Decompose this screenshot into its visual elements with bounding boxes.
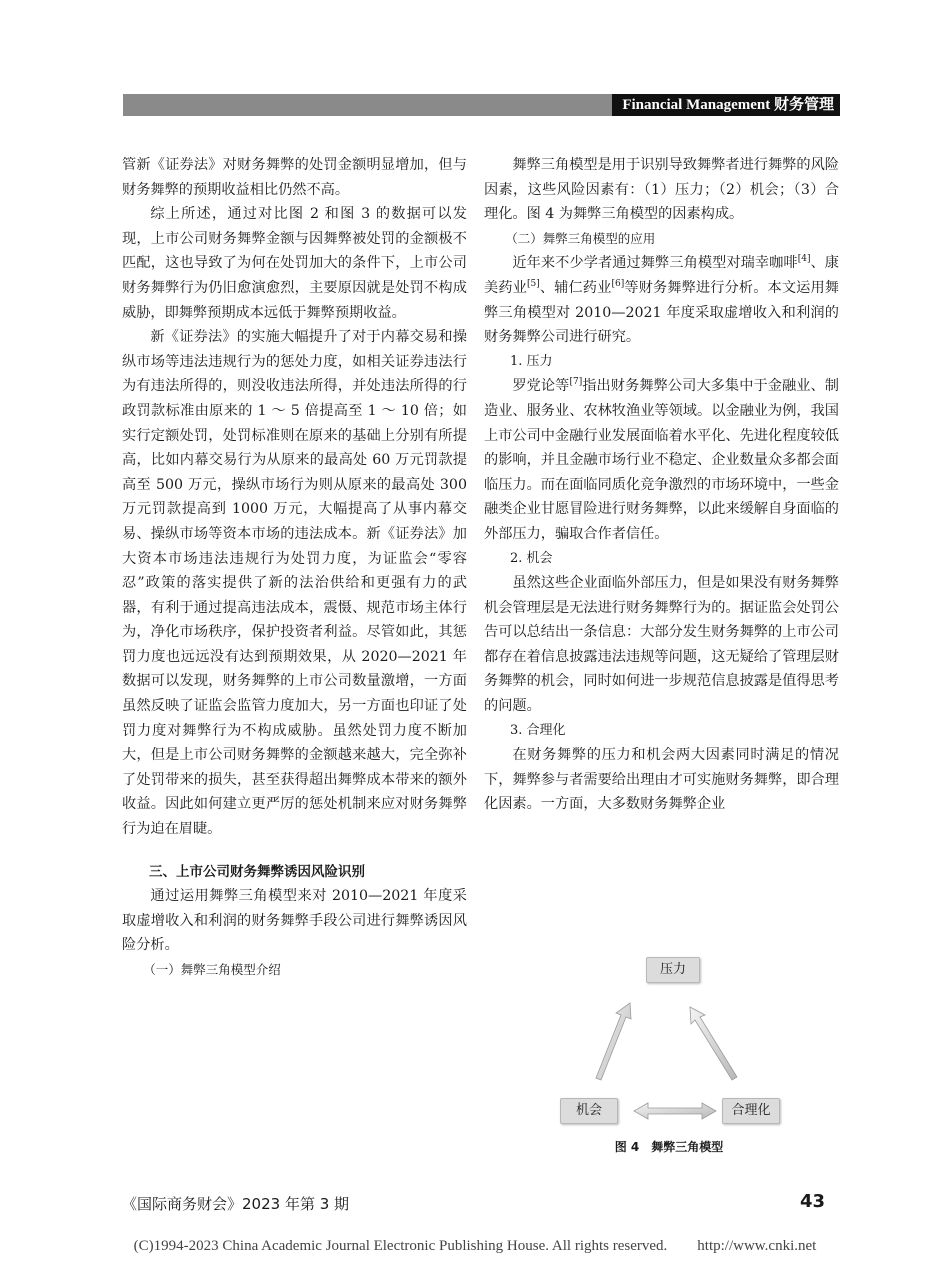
text-run: 近年来不少学者通过舞弊三角模型对瑞幸咖啡 (512, 255, 798, 272)
right-paragraph-1: 舞弊三角模型是用于识别导致舞弊者进行舞弊的风险因素，这些风险因素有：（1）压力；（2）机会；（3）合理化。图 4 为舞弊三角模型的因素构成。 (484, 157, 839, 223)
header-section-label: Financial Management 财务管理 (612, 94, 840, 116)
left-paragraph-2: 综上所述，通过对比图 2 和图 3 的数据可以发现，上市公司财务舞弊金额与因舞弊被处罚的金额极不匹配，这也导致了为何在处罚加大的条件下，上市公司财务舞弊行为仍旧愈演愈烈，主要原因就是处罚不构成威胁，即舞弊预期成本远低于舞弊预期收益。 (122, 206, 467, 321)
right-paragraph-4: 虽然这些企业面临外部压力，但是如果没有财务舞弊机会管理层是无法进行财务舞弊行为的。据证监会处罚公告可以总结出一条信息：大部分发生财务舞弊的上市公司都存在着信息披露违法违规等问题，这无疑给了管理层财务舞弊的机会，同时如何进一步规范信息披露是值得思考的问题。 (484, 575, 839, 715)
item-2-heading: 2. 机会 (510, 550, 553, 566)
subsection-2-heading: （二）舞弊三角模型的应用 (505, 230, 656, 246)
right-paragraph-5: 在财务舞弊的压力和机会两大因素同时满足的情况下，舞弊参与者需要给出理由才可实施财务舞弊，即合理化因素。一方面，大多数财务舞弊企业 (484, 747, 839, 813)
node-pressure: 压力 (646, 957, 700, 983)
citation-5: [5] (526, 278, 540, 289)
right-paragraph-2 (484, 251, 839, 349)
right-column (484, 153, 839, 817)
arrow-opportunity-rationalization (634, 1103, 716, 1119)
page-number: 43 (800, 1191, 826, 1212)
text-run: 、康美药业 (484, 255, 839, 296)
text-run: 等财务舞弊进行分析。本文运用舞弊三角模型对 2010—2021 年度采取虚增收入和利润的财务舞弊公司进行研究。 (484, 279, 839, 346)
left-column (122, 153, 467, 983)
copyright-notice: (C)1994-2023 China Academic Journal Electronic Publishing House. All rights reserved. http://www.cnki.net (133, 1238, 817, 1254)
figure-4-caption: 图 4 舞弊三角模型 (614, 1140, 724, 1154)
item-1-heading: 1. 压力 (510, 353, 553, 369)
left-paragraph-1: 管新《证券法》对财务舞弊的处罚金额明显增加，但与财务舞弊的预期收益相比仍然不高。 (122, 157, 467, 198)
right-paragraph-3 (484, 374, 839, 546)
header-bar (123, 94, 840, 116)
subsection-1-heading: （一）舞弊三角模型介绍 (143, 962, 281, 977)
text-run: 罗党论等 (512, 378, 570, 395)
text-run: 指出财务舞弊公司大多集中于金融业、制造业、服务业、农林牧渔业等领域。以金融业为例，我国上市公司中金融行业发展面临着水平化、先进化程度较低的影响，并且金融市场行业不稳定、企业数量众多都会面临压力。而在面临同质化竞争激烈的市场环境中，一些金融类企业甘愿冒险进行财务舞弊，以此来缓解自身面临的外部压力，骗取合作者信任。 (484, 378, 839, 542)
text-run: 、辅仁药业 (539, 279, 612, 296)
node-opportunity: 机会 (560, 1098, 618, 1124)
citation-4: [4] (797, 254, 811, 265)
diagram-arrows (560, 955, 778, 1155)
left-paragraph-4: 通过运用舞弊三角模型来对 2010—2021 年度采取虚增收入和利润的财务舞弊手段公司进行舞弊诱因风险分析。 (122, 888, 467, 954)
footer-journal-issue: 《国际商务财会》2023 年第 3 期 (122, 1195, 350, 1213)
node-rationalization: 合理化 (722, 1098, 780, 1124)
citation-6: [6] (611, 278, 625, 289)
item-3-heading: 3. 合理化 (510, 722, 566, 738)
section-gap (122, 842, 467, 854)
left-paragraph-3: 新《证券法》的实施大幅提升了对于内幕交易和操纵市场等违法违规行为的惩处力度，如相关证券违法行为有违法所得的，则没收违法所得，并处违法所得的行政罚款标准由原来的 1 ～ 5 倍提高至 1 ～ 10 倍；如实行定额处罚，处罚标准则在原来的基础上分别有所提高，比如内幕交易行为从原来的最高处 60 万元罚款提高至 500 万元，操纵市场行为则从原来的最高处 300 万元罚款提高到 1000 万元，大幅提高了从事内幕交易、操纵市场等资本市场的违法成本。新《证券法》加大资本市场违法违规行为处罚力度，为证监会“零容忍”政策的落实提供了新的法治供给和更强有力的武器，有利于通过提高违法成本，震慑、规范市场主体行为，净化市场秩序，保护投资者利益。尽管如此，其惩罚力度也远远没有达到预期效果，从 2020—2021 年数据可以发现，财务舞弊的上市公司数量激增，一方面虽然反映了证监会监管力度加大，另一方面也印证了处罚力度对舞弊行为不构成威胁。虽然处罚力度不断加大，但是上市公司财务舞弊的金额越来越大，完全弥补了处罚带来的损失，甚至获得超出舞弊成本带来的额外收益。因此如何建立更严厉的惩处机制来应对财务舞弊行为迫在眉睫。 (122, 329, 467, 838)
arrow-pressure-opportunity (596, 1003, 631, 1080)
citation-7: [7] (569, 377, 583, 388)
fraud-triangle-diagram (560, 955, 778, 1155)
section-3-heading: 三、上市公司财务舞弊诱因风险识别 (149, 863, 365, 880)
arrow-pressure-rationalization (690, 1007, 737, 1080)
